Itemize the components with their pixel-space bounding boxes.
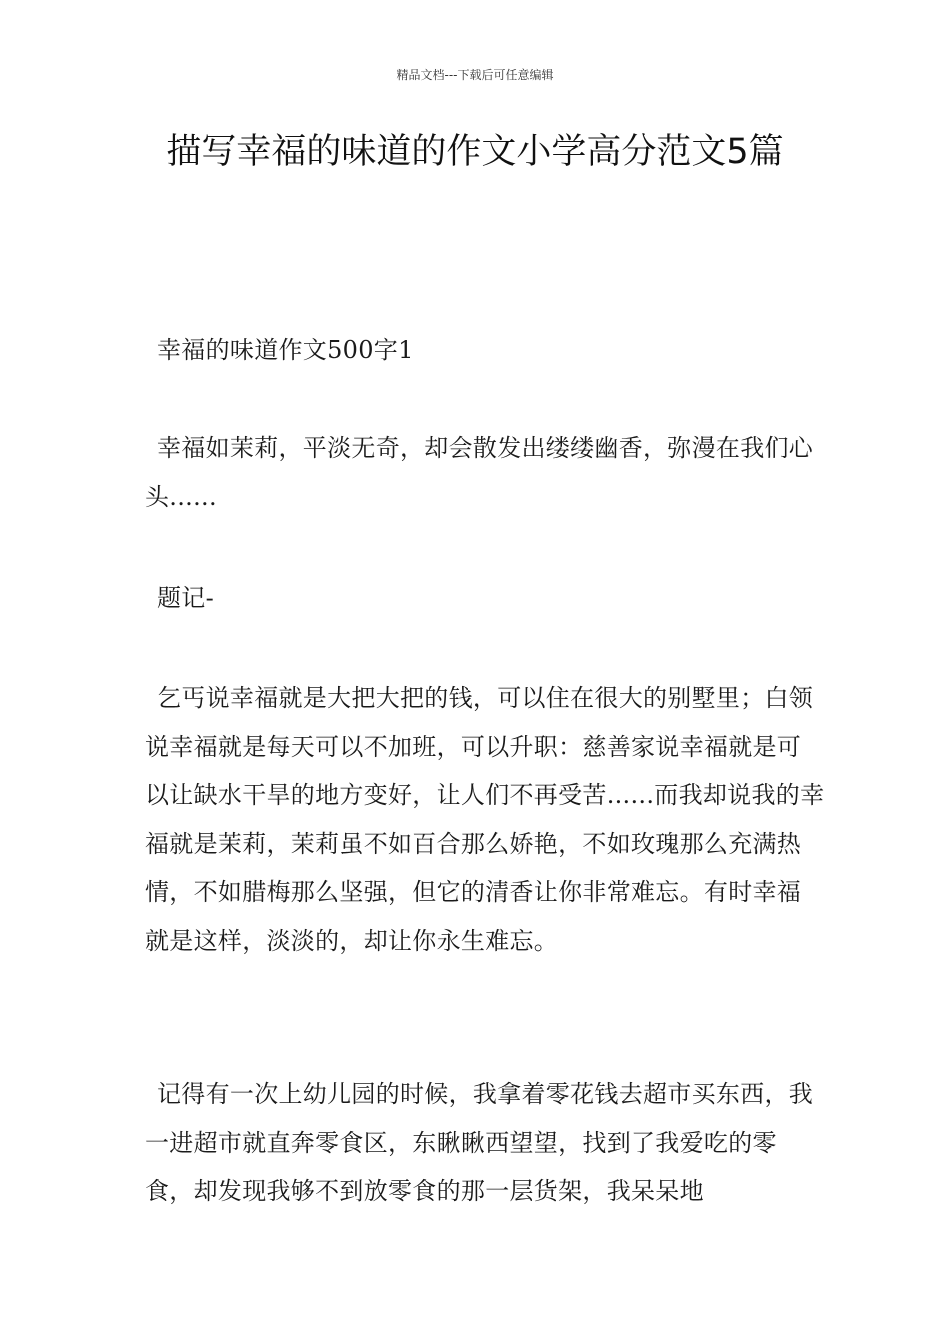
section-heading: 幸福的味道作文500字1 (157, 336, 414, 364)
document-title: 描写幸福的味道的作文小学高分范文5篇 (166, 132, 784, 172)
paragraph: 记得有一次上幼儿园的时候，我拿着零花钱去超市买东西，我一进超市就直奔零食区，东瞅瞅西望望，找到了我爱吃的零食，却发现我够不到放零食的那一层货架，我呆呆地 (145, 1080, 814, 1205)
paragraph-epigraph: 题记- (157, 584, 215, 612)
paragraph: 幸福如茉莉，平淡无奇，却会散发出缕缕幽香，弥漫在我们心头...... (145, 434, 814, 511)
header-note: 精品文档---下载后可任意编辑 (396, 68, 554, 82)
paragraph: 乞丐说幸福就是大把大把的钱，可以住在很大的别墅里；白领说幸福就是每天可以不加班，可以升职：慈善家说幸福就是可以让缺水干旱的地方变好，让人们不再受苦......而我却说我的幸福就是茉莉，茉莉虽不如百合那么娇艳，不如玫瑰那么充满热情，不如腊梅那么坚强，但它的清香让你非常难忘。有时幸福就是这样，淡淡的，却让你永生难忘。 (145, 684, 825, 955)
